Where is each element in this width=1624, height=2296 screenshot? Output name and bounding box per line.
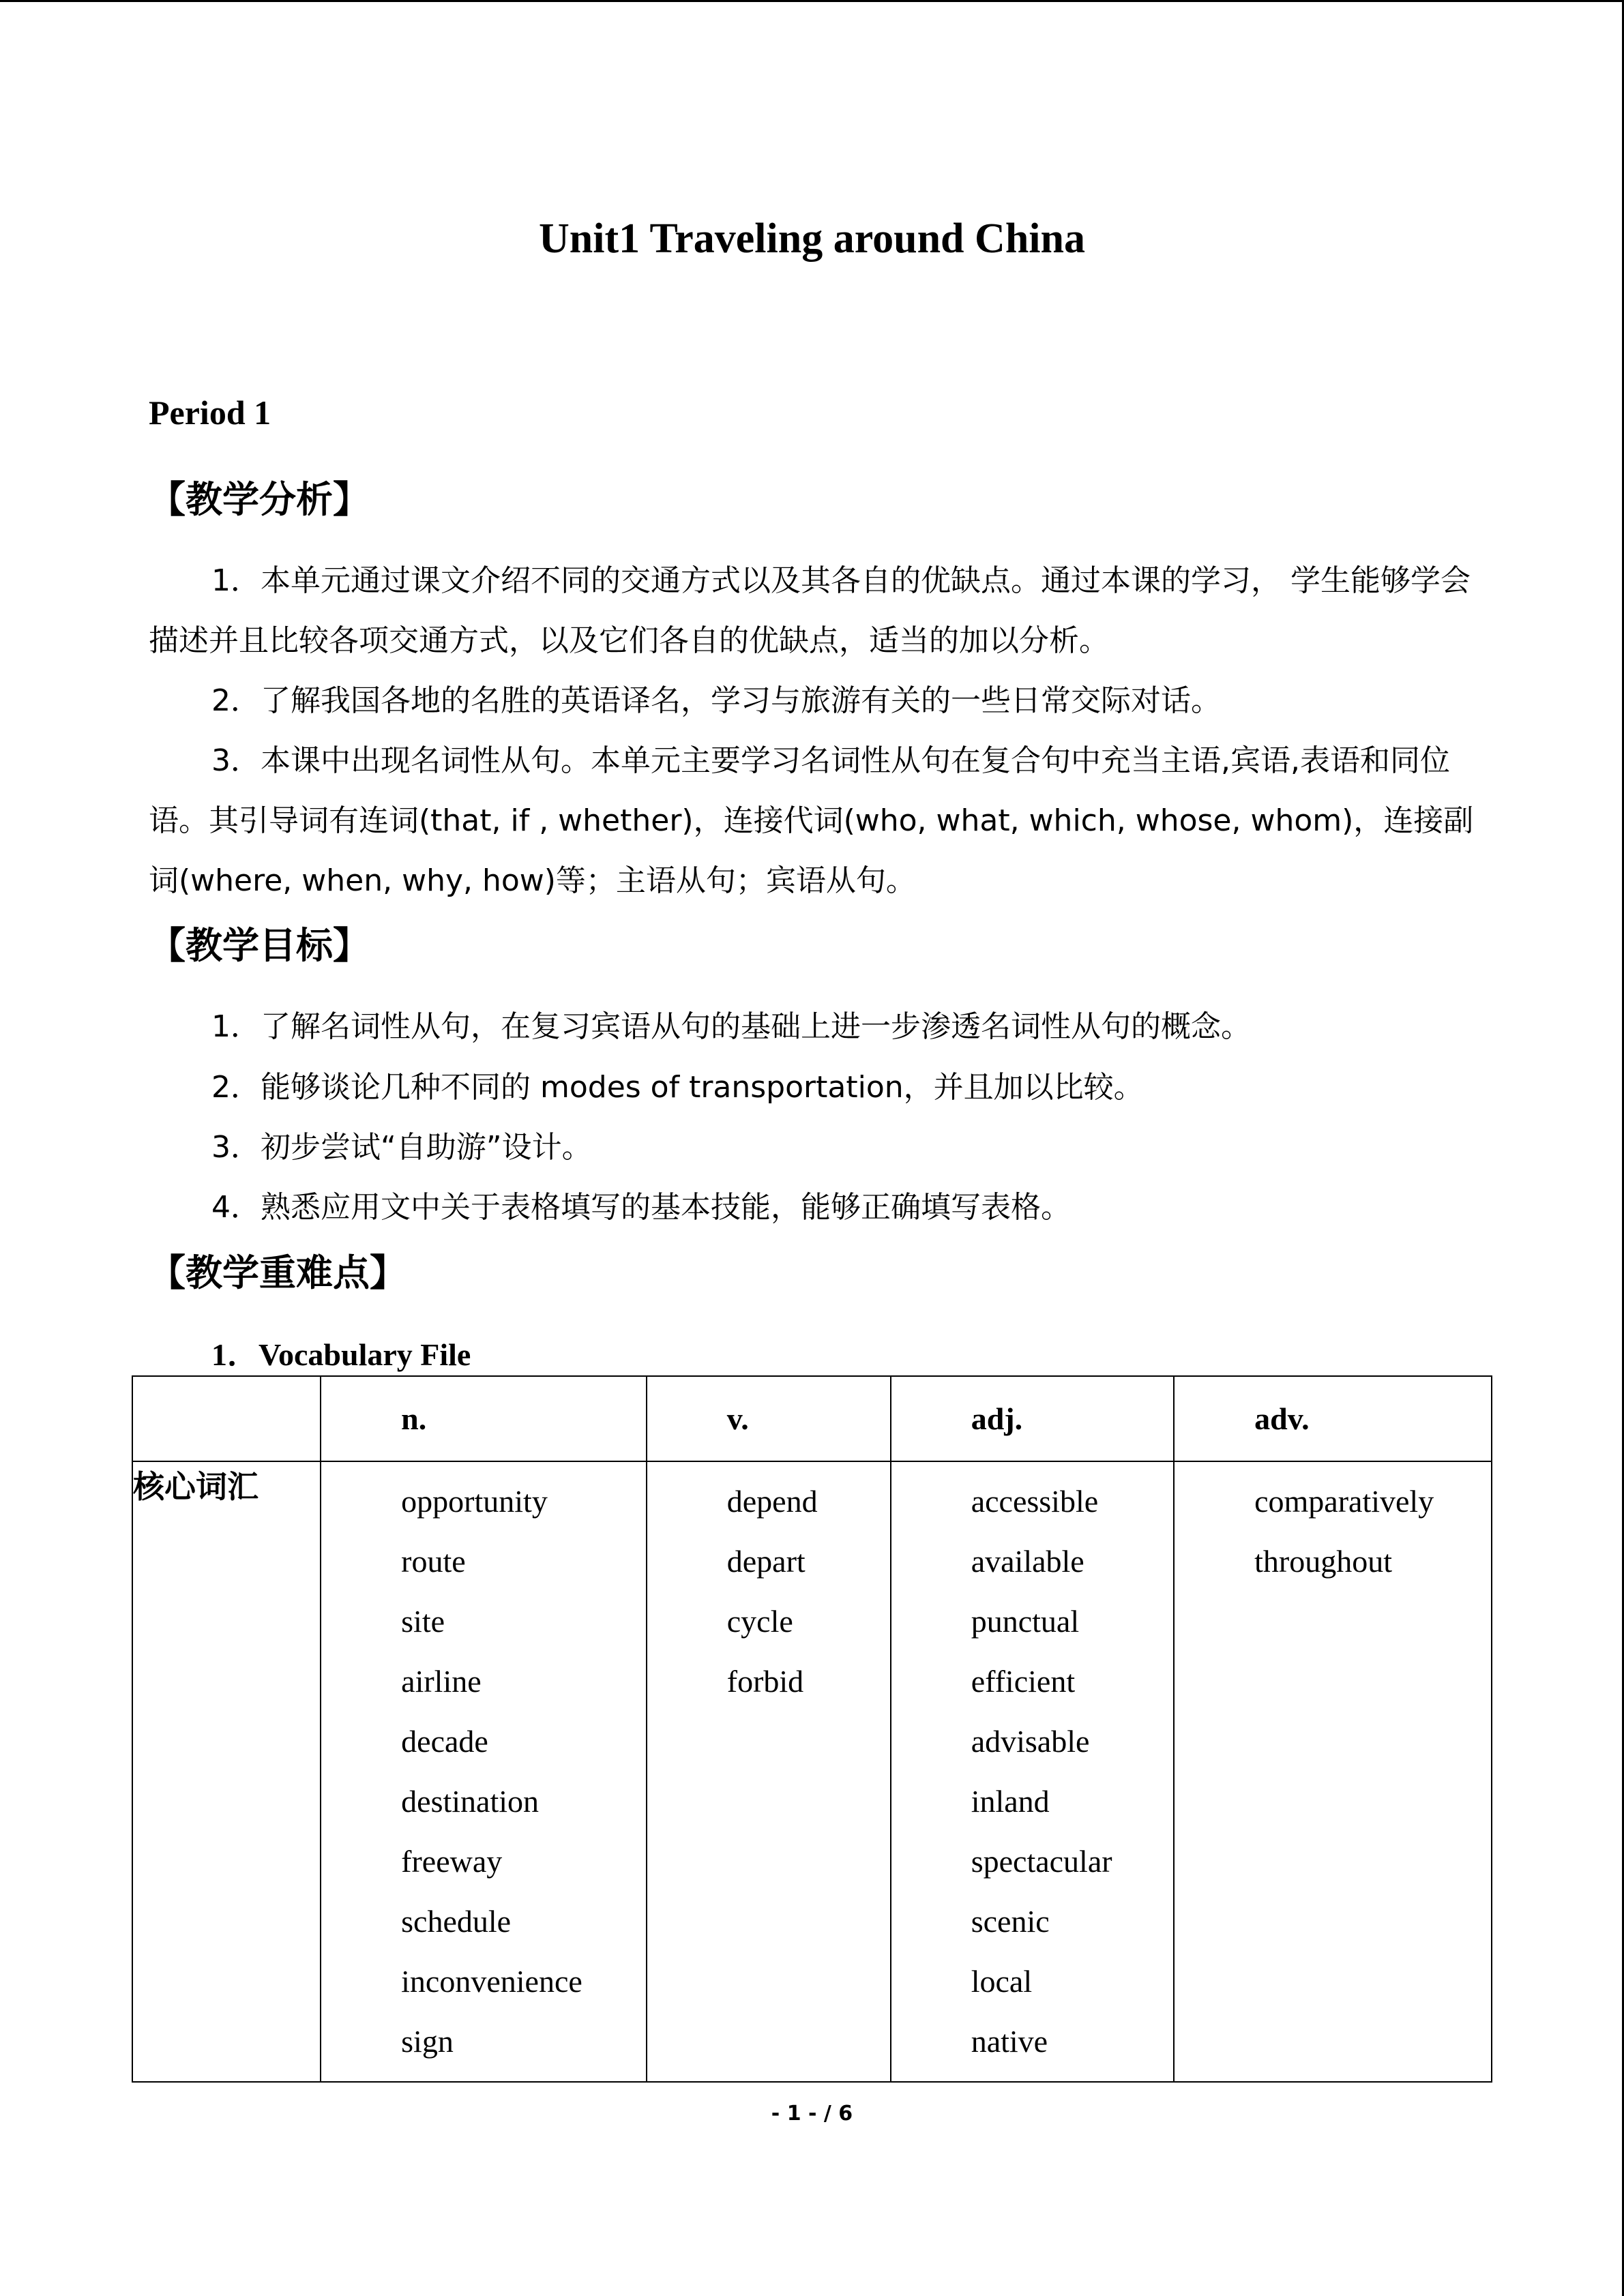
adverb-word: comparatively xyxy=(1254,1484,1434,1519)
adverb-cell xyxy=(1174,1461,1492,2082)
noun-word: freeway xyxy=(401,1844,503,1879)
vocabulary-table xyxy=(132,1375,1492,2083)
objective-item-3: 3．初步尝试“自助游”设计。 xyxy=(211,1130,592,1165)
noun-word: site xyxy=(401,1604,445,1639)
noun-word: sign xyxy=(401,2024,454,2059)
adjective-word: scenic xyxy=(971,1904,1050,1939)
page-border-top xyxy=(0,0,1624,2)
analysis-paragraph-1: 1．本单元通过课文介绍不同的交通方式以及其各自的优缺点。通过本课的学习， 学生能够学会描述并且比较各项交通方式，以及它们各自的优缺点，适当的加以分析。 xyxy=(149,563,1471,658)
keypoints-heading: 【教学重难点】 xyxy=(149,1251,407,1294)
noun-word: route xyxy=(401,1544,466,1579)
noun-word: airline xyxy=(401,1664,482,1699)
adjective-cell xyxy=(891,1461,1174,2082)
analysis-paragraph-3: 3．本课中出现名词性从句。本单元主要学习名词性从句在复合句中充当主语,宾语,表语和同位语。其引导词有连词(that, if , whether)，连接代词(who, what, which, whose, whom)，连接副词(where, when, why, how)等；主语从句；宾语从句。 xyxy=(149,743,1474,898)
noun-word: inconvenience xyxy=(401,1964,582,1999)
adjective-word: advisable xyxy=(971,1724,1090,1759)
analysis-paragraph-2: 2．了解我国各地的名胜的英语译名，学习与旅游有关的一些日常交际对话。 xyxy=(211,683,1221,718)
adjective-word: efficient xyxy=(971,1664,1076,1699)
noun-word: decade xyxy=(401,1724,488,1759)
verb-word: depart xyxy=(726,1544,806,1579)
noun-word: destination xyxy=(401,1784,540,1819)
verb-cell xyxy=(647,1461,891,2082)
header-adverb: adv. xyxy=(1174,1376,1492,1461)
objective-item-2: 2．能够谈论几种不同的 modes of transportation，并且加以比较。 xyxy=(211,1070,1144,1105)
verb-word: forbid xyxy=(726,1664,804,1699)
header-noun: n. xyxy=(321,1376,647,1461)
header-verb: v. xyxy=(647,1376,891,1461)
noun-cell xyxy=(321,1461,647,2082)
header-adjective: adj. xyxy=(891,1376,1174,1461)
objective-item-4: 4．熟悉应用文中关于表格填写的基本技能，能够正确填写表格。 xyxy=(211,1190,1071,1225)
adjective-word: spectacular xyxy=(971,1844,1112,1879)
adjective-word: punctual xyxy=(971,1604,1080,1639)
adjective-word: local xyxy=(971,1964,1033,1999)
adjective-word: accessible xyxy=(971,1484,1099,1519)
verb-word: cycle xyxy=(726,1604,793,1639)
vocabulary-core-row xyxy=(132,1461,1492,2082)
adjective-word: native xyxy=(971,2024,1048,2059)
adjective-word: inland xyxy=(971,1784,1050,1819)
document-title: Unit1 Traveling around China xyxy=(538,215,1086,262)
vocabulary-file-title: 1．Vocabulary File xyxy=(211,1337,471,1372)
analysis-heading: 【教学分析】 xyxy=(149,478,370,521)
header-blank xyxy=(132,1376,321,1461)
period-heading: Period 1 xyxy=(149,393,271,432)
adjective-word: available xyxy=(971,1544,1084,1579)
vocabulary-header-row xyxy=(132,1376,1492,1461)
objective-item-1: 1．了解名词性从句，在复习宾语从句的基础上进一步渗透名词性从句的概念。 xyxy=(211,1009,1251,1044)
noun-word: schedule xyxy=(401,1904,512,1939)
page-number: - 1 - / 6 xyxy=(771,2102,853,2126)
core-vocabulary-label: 核心词汇 xyxy=(132,1461,321,2082)
noun-word: opportunity xyxy=(401,1484,548,1519)
objectives-heading: 【教学目标】 xyxy=(149,924,370,967)
adverb-word: throughout xyxy=(1254,1544,1392,1579)
verb-word: depend xyxy=(726,1484,818,1519)
